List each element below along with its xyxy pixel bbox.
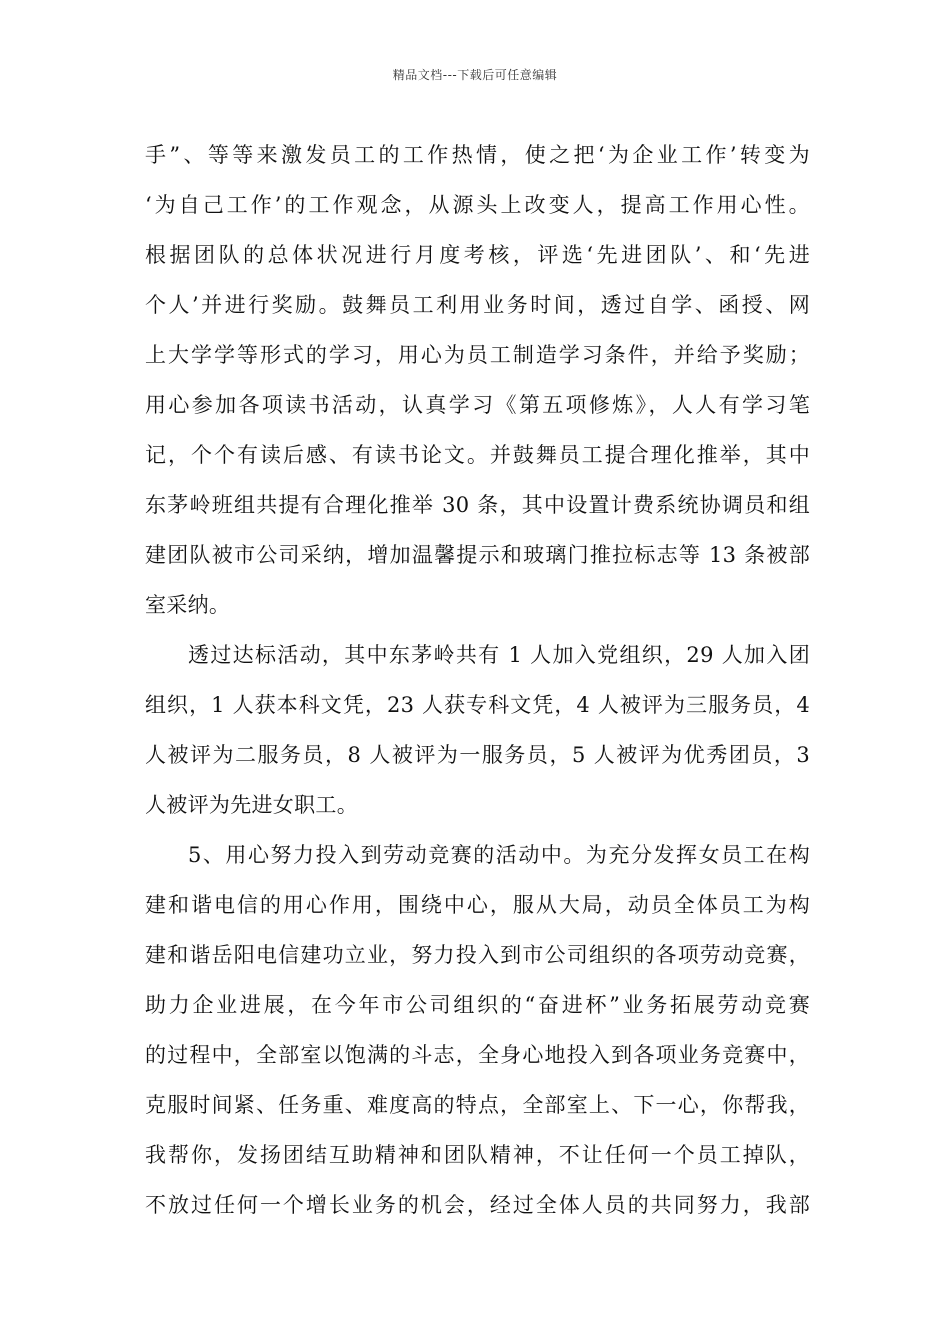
paragraph-first-line: 5、用心努力投入到劳动竞赛的活动中。为充分发挥女员工在构 — [188, 843, 810, 867]
text-line: ‘为自己工作’的工作观念，从源头上改变人，提高工作用心性。 — [145, 193, 810, 217]
text-line: 根据团队的总体状况进行月度考核，评选‘先进团队’、和‘先进 — [145, 243, 810, 267]
text-line: 组织，1 人获本科文凭，23 人获专科文凭，4 人被评为三服务员，4 — [145, 693, 810, 717]
text-line: 用心参加各项读书活动，认真学习《第五项修炼》，人人有学习笔 — [145, 393, 810, 417]
paragraph-first-line: 透过达标活动，其中东茅岭共有 1 人加入党组织，29 人加入团 — [188, 643, 810, 667]
text-line: 东茅岭班组共提有合理化推举 30 条，其中设置计费系统协调员和组 — [145, 493, 810, 517]
text-line: 不放过任何一个增长业务的机会，经过全体人员的共同努力，我部 — [145, 1193, 810, 1217]
text-line: 人被评为先进女职工。 — [145, 793, 358, 817]
text-line: 建和谐电信的用心作用，围绕中心，服从大局，动员全体员工为构 — [145, 893, 810, 917]
text-line: 建和谐岳阳电信建功立业，努力投入到市公司组织的各项劳动竞赛， — [145, 943, 810, 967]
text-line: 记，个个有读后感、有读书论文。并鼓舞员工提合理化推举，其中 — [145, 443, 810, 467]
text-line: 克服时间紧、任务重、难度高的特点，全部室上、下一心，你帮我， — [145, 1093, 810, 1117]
text-line: 我帮你，发扬团结互助精神和团队精神，不让任何一个员工掉队， — [145, 1143, 810, 1167]
page-header: 精品文档---下载后可任意编辑 — [392, 68, 558, 82]
text-line: 助力企业进展，在今年市公司组织的“奋进杯”业务拓展劳动竞赛 — [145, 993, 810, 1017]
text-line: 上大学学等形式的学习，用心为员工制造学习条件，并给予奖励； — [145, 343, 810, 367]
text-line: 人被评为二服务员，8 人被评为一服务员，5 人被评为优秀团员，3 — [145, 743, 810, 767]
document-body — [145, 130, 810, 1230]
text-line: 建团队被市公司采纳，增加温馨提示和玻璃门推拉标志等 13 条被部 — [145, 543, 810, 567]
text-line: 的过程中，全部室以饱满的斗志，全身心地投入到各项业务竞赛中， — [145, 1043, 810, 1067]
text-line: 手”、等等来激发员工的工作热情，使之把‘为企业工作’转变为 — [145, 143, 810, 167]
text-line: 个人’并进行奖励。鼓舞员工利用业务时间，透过自学、函授、网 — [145, 293, 810, 317]
text-line: 室采纳。 — [145, 593, 231, 617]
